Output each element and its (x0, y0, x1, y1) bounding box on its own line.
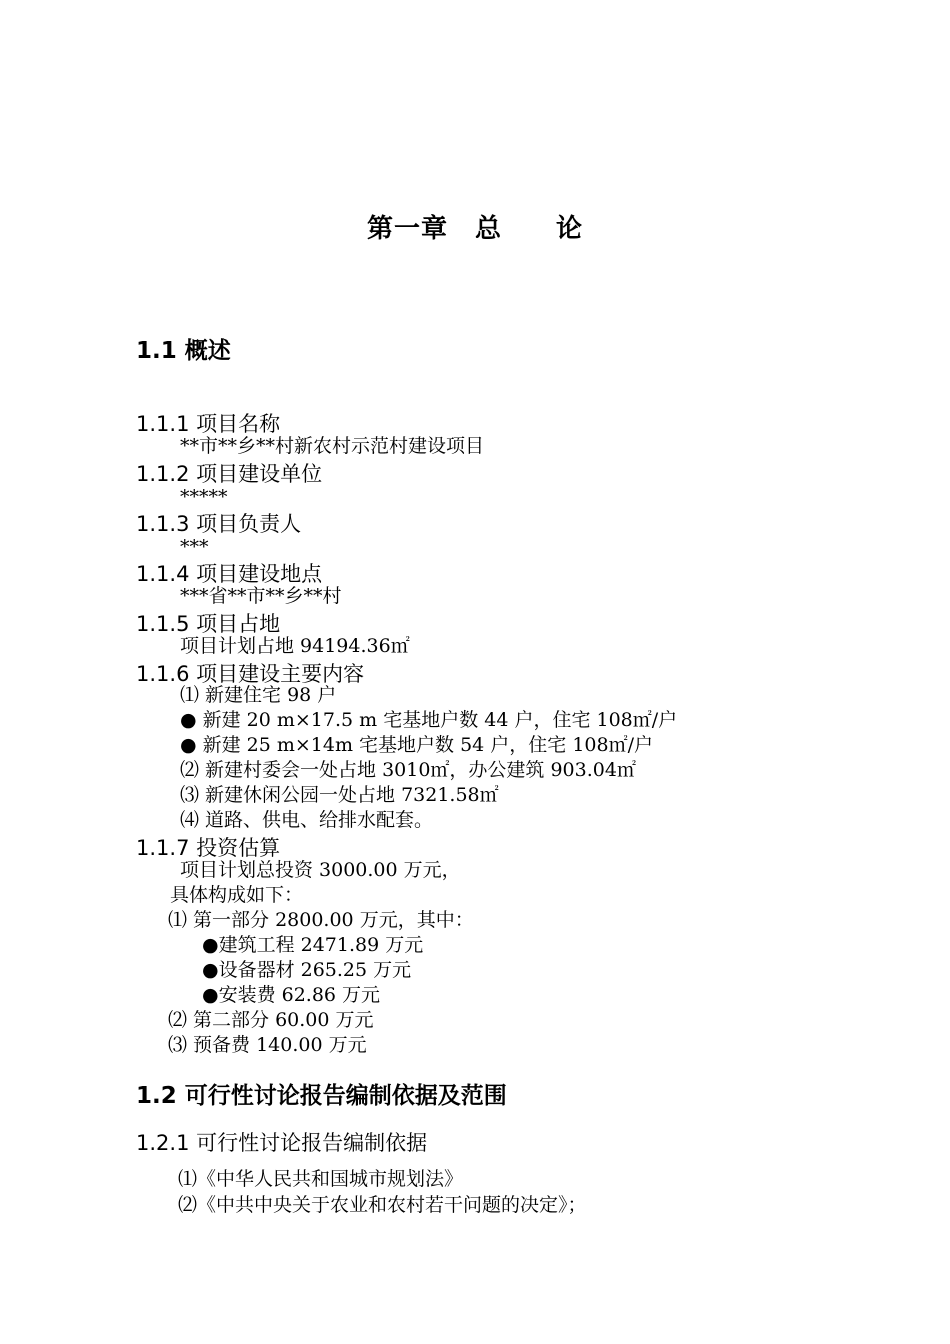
basis-line-1: ⑴《中华人民共和国城市规划法》 (178, 1168, 464, 1190)
project-name-value: **市**乡**村新农村示范村建设项目 (180, 435, 485, 457)
project-area-value: 项目计划占地 94194.36㎡ (180, 635, 410, 657)
investment-line-1: 项目计划总投资 3000.00 万元， (180, 859, 461, 881)
investment-line-6: ●安装费 62.86 万元 (202, 984, 381, 1006)
heading-1-1-5: 1.1.5 项目占地 (136, 612, 281, 636)
section-1-2-title: 1.2 可行性讨论报告编制依据及范围 (136, 1083, 507, 1109)
project-location-value: ***省**市**乡**村 (180, 585, 342, 607)
content-line-5: ⑶ 新建休闲公园一处占地 7321.58㎡ (180, 784, 499, 806)
heading-1-1-7: 1.1.7 投资估算 (136, 836, 281, 860)
heading-1-1-6: 1.1.6 项目建设主要内容 (136, 662, 365, 686)
heading-1-1-2: 1.1.2 项目建设单位 (136, 462, 323, 486)
content-line-1: ⑴ 新建住宅 98 户 (180, 684, 337, 706)
basis-line-2: ⑵《中共中央关于农业和农村若干问题的决定》； (178, 1194, 587, 1216)
heading-1-1-1: 1.1.1 项目名称 (136, 412, 281, 436)
content-line-6: ⑷ 道路、供电、给排水配套。 (180, 809, 434, 831)
project-leader-value: *** (180, 536, 209, 558)
investment-line-7: ⑵ 第二部分 60.00 万元 (168, 1009, 374, 1031)
heading-1-2-1: 1.2.1 可行性讨论报告编制依据 (136, 1131, 428, 1155)
investment-line-8: ⑶ 预备费 140.00 万元 (168, 1034, 367, 1056)
content-line-3: ● 新建 25 m×14m 宅基地户数 54 户，住宅 108㎡/户 (180, 734, 654, 756)
content-line-2: ● 新建 20 m×17.5 m 宅基地户数 44 户，住宅 108㎡/户 (180, 709, 678, 731)
chapter-title: 第一章 总 论 (366, 214, 583, 244)
investment-line-2: 具体构成如下： (170, 884, 304, 906)
investment-line-4: ●建筑工程 2471.89 万元 (202, 934, 424, 956)
investment-line-3: ⑴ 第一部分 2800.00 万元，其中： (168, 909, 474, 931)
section-1-1-title: 1.1 概述 (136, 338, 231, 364)
heading-1-1-3: 1.1.3 项目负责人 (136, 512, 302, 536)
construction-unit-value: ***** (180, 486, 228, 508)
investment-line-5: ●设备器材 265.25 万元 (202, 959, 412, 981)
content-line-4: ⑵ 新建村委会一处占地 3010㎡，办公建筑 903.04㎡ (180, 759, 636, 781)
heading-1-1-4: 1.1.4 项目建设地点 (136, 562, 323, 586)
